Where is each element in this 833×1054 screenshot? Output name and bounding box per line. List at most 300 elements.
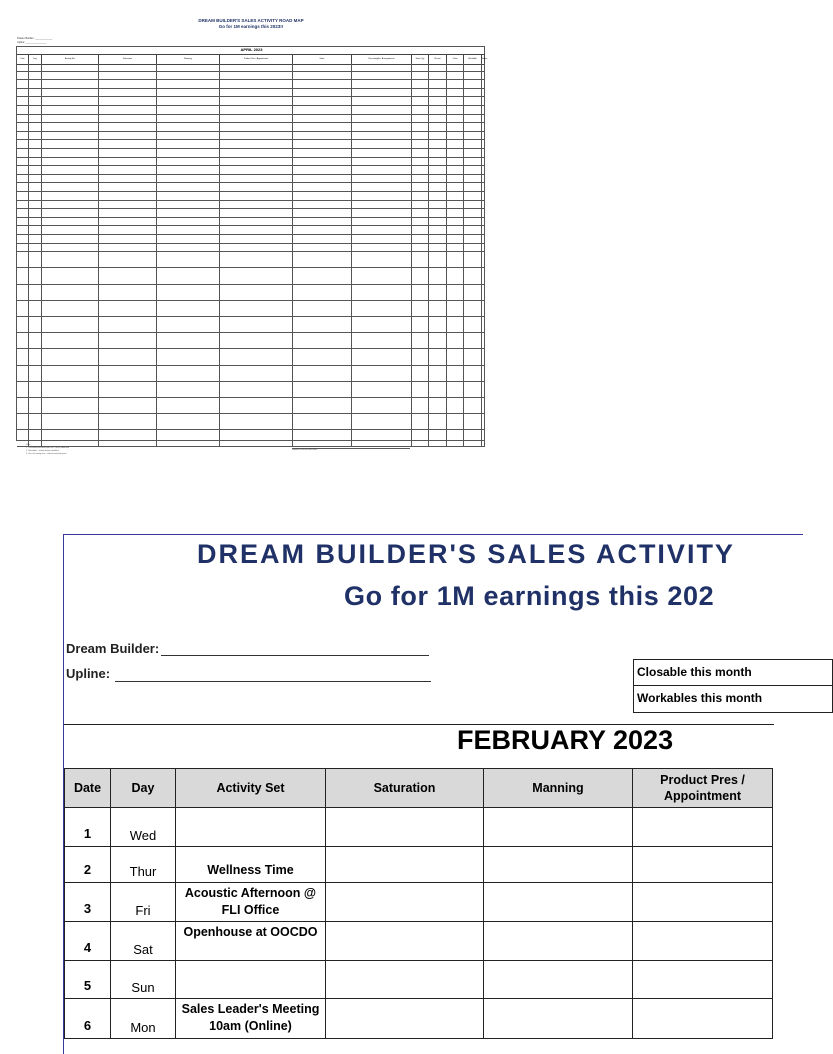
thumbnail-table-row xyxy=(17,175,485,184)
thumbnail-column-header: Notes xyxy=(482,55,485,64)
thumbnail-cell xyxy=(482,218,485,226)
thumbnail-cell xyxy=(17,123,29,131)
thumbnail-cell xyxy=(17,414,29,429)
thumbnail-cell xyxy=(464,97,482,105)
thumbnail-cell xyxy=(99,183,157,191)
day-cell: Sat xyxy=(111,922,176,961)
upline-label: Upline: xyxy=(66,666,111,681)
thumbnail-cell xyxy=(447,333,464,348)
thumbnail-cell xyxy=(157,132,220,140)
thumbnail-cell xyxy=(29,366,42,381)
thumbnail-table-row xyxy=(17,158,485,167)
thumbnail-cell xyxy=(412,166,429,174)
thumbnail-cell xyxy=(42,301,99,316)
thumbnail-cell xyxy=(99,252,157,267)
thumbnail-cell xyxy=(42,192,99,200)
thumbnail-cell xyxy=(412,72,429,80)
thumbnail-cell xyxy=(220,192,293,200)
manning-cell[interactable] xyxy=(484,883,633,922)
thumbnail-cell xyxy=(464,80,482,88)
thumbnail-cell xyxy=(429,106,447,114)
thumbnail-cell xyxy=(293,63,352,71)
thumbnail-cell xyxy=(482,149,485,157)
thumbnail-cell xyxy=(29,333,42,348)
thumbnail-cell xyxy=(99,89,157,97)
appointment-cell[interactable] xyxy=(633,961,773,999)
thumbnail-cell xyxy=(447,132,464,140)
column-header: Manning xyxy=(484,769,633,808)
thumbnail-column-header: Date xyxy=(17,55,29,64)
thumbnail-cell xyxy=(447,366,464,381)
thumbnail-cell xyxy=(17,244,29,252)
thumbnail-cell xyxy=(352,106,412,114)
thumbnail-cell xyxy=(464,175,482,183)
manning-cell[interactable] xyxy=(484,808,633,847)
activity-cell[interactable]: Wellness Time xyxy=(176,847,326,883)
thumbnail-table-row xyxy=(17,149,485,158)
thumbnail-cell xyxy=(447,268,464,283)
appointment-cell[interactable] xyxy=(633,808,773,847)
thumbnail-cell xyxy=(412,123,429,131)
day-cell: Sun xyxy=(111,961,176,999)
thumbnail-cell xyxy=(447,201,464,209)
thumbnail-cell xyxy=(293,268,352,283)
thumbnail-cell xyxy=(447,226,464,234)
thumbnail-cell xyxy=(17,149,29,157)
thumbnail-cell xyxy=(429,80,447,88)
activity-cell[interactable] xyxy=(176,808,326,847)
thumbnail-cell xyxy=(482,63,485,71)
appointment-cell[interactable] xyxy=(633,847,773,883)
thumbnail-cell xyxy=(99,333,157,348)
thumbnail-cell xyxy=(482,132,485,140)
thumbnail-column-header: Sales xyxy=(293,55,352,64)
thumbnail-cell xyxy=(447,301,464,316)
manning-cell[interactable] xyxy=(484,847,633,883)
thumbnail-cell xyxy=(412,226,429,234)
thumbnail-cell xyxy=(17,192,29,200)
manning-cell[interactable] xyxy=(484,961,633,999)
thumbnail-table-row xyxy=(17,414,485,430)
thumbnail-cell xyxy=(352,349,412,364)
thumbnail-cell xyxy=(429,317,447,332)
thumbnail-cell xyxy=(352,63,412,71)
thumbnail-cell xyxy=(220,301,293,316)
thumbnail-cell xyxy=(412,244,429,252)
thumbnail-cell xyxy=(482,72,485,80)
thumbnail-cell xyxy=(352,183,412,191)
activity-cell[interactable]: Openhouse at OOCDO xyxy=(176,922,326,961)
thumbnail-cell xyxy=(17,209,29,217)
thumbnail-cell xyxy=(464,252,482,267)
thumbnail-cell xyxy=(29,115,42,123)
thumbnail-column-header: Manning xyxy=(157,55,220,64)
thumbnail-cell xyxy=(352,80,412,88)
thumbnail-cell xyxy=(157,285,220,300)
thumbnail-cell xyxy=(447,192,464,200)
thumbnail-cell xyxy=(482,366,485,381)
date-cell: 1 xyxy=(65,808,111,847)
thumbnail-cell xyxy=(464,158,482,166)
thumbnail-cell xyxy=(429,123,447,131)
thumbnail-table-row xyxy=(17,97,485,106)
thumbnail-cell xyxy=(220,132,293,140)
thumbnail-cell xyxy=(17,132,29,140)
thumbnail-cell xyxy=(352,166,412,174)
thumbnail-cell xyxy=(429,398,447,413)
thumbnail-cell xyxy=(99,317,157,332)
thumbnail-cell xyxy=(17,80,29,88)
thumbnail-cell xyxy=(293,414,352,429)
thumbnail-cell xyxy=(429,252,447,267)
thumbnail-cell xyxy=(17,349,29,364)
thumbnail-cell xyxy=(220,333,293,348)
thumbnail-cell xyxy=(29,244,42,252)
thumbnail-cell xyxy=(352,149,412,157)
thumbnail-cell xyxy=(412,80,429,88)
column-header: Product Pres / Appointment xyxy=(633,769,773,808)
thumbnail-cell xyxy=(99,366,157,381)
thumbnail-cell xyxy=(293,333,352,348)
thumbnail-cell xyxy=(220,209,293,217)
appointment-cell[interactable] xyxy=(633,883,773,922)
thumbnail-cell xyxy=(220,106,293,114)
thumbnail-cell xyxy=(29,349,42,364)
thumbnail-cell xyxy=(412,349,429,364)
thumbnail-cell xyxy=(157,366,220,381)
thumbnail-cell xyxy=(157,414,220,429)
thumbnail-cell xyxy=(412,115,429,123)
thumbnail-cell xyxy=(17,235,29,243)
thumbnail-cell xyxy=(29,183,42,191)
day-cell: Fri xyxy=(111,883,176,922)
thumbnail-table-row xyxy=(17,132,485,141)
thumbnail-cell xyxy=(464,366,482,381)
table-row xyxy=(65,922,773,961)
thumbnail-table-row xyxy=(17,183,485,192)
thumbnail-cell xyxy=(429,366,447,381)
thumbnail-cell xyxy=(352,285,412,300)
thumbnail-cell xyxy=(42,140,99,148)
thumbnail-table-row xyxy=(17,268,485,284)
thumbnail-cell xyxy=(482,349,485,364)
thumbnail-cell xyxy=(482,123,485,131)
thumbnail-cell xyxy=(412,183,429,191)
thumbnail-cell xyxy=(220,175,293,183)
thumbnail-cell xyxy=(17,366,29,381)
thumbnail-cell xyxy=(352,192,412,200)
thumbnail-cell xyxy=(99,166,157,174)
thumbnail-cell xyxy=(447,430,464,445)
date-cell: 5 xyxy=(65,961,111,999)
thumbnail-cell xyxy=(429,349,447,364)
saturation-cell[interactable] xyxy=(326,883,484,922)
thumbnail-cell xyxy=(447,166,464,174)
thumbnail-cell xyxy=(99,349,157,364)
thumbnail-cell xyxy=(429,72,447,80)
thumbnail-cell xyxy=(157,192,220,200)
thumbnail-cell xyxy=(482,382,485,397)
thumbnail-cell xyxy=(157,218,220,226)
thumbnail-cell xyxy=(447,209,464,217)
date-cell: 6 xyxy=(65,999,111,1039)
closable-workables-box xyxy=(633,659,833,713)
manning-cell[interactable] xyxy=(484,922,633,961)
thumbnail-cell xyxy=(447,285,464,300)
thumbnail-notes: Note: 1. Closable/Workable/Sales list - to be submitted 2. Reminder - submit before deadline 3. Use of training time - attend and participate xyxy=(26,444,69,455)
thumbnail-cell xyxy=(352,268,412,283)
thumbnail-cell xyxy=(352,398,412,413)
thumbnail-cell xyxy=(429,414,447,429)
thumbnail-cell xyxy=(157,244,220,252)
thumbnail-cell xyxy=(99,226,157,234)
thumbnail-cell xyxy=(29,80,42,88)
thumbnail-table-row xyxy=(17,72,485,81)
thumbnail-table-row xyxy=(17,366,485,382)
thumbnail-column-header: Activity Set xyxy=(42,55,99,64)
thumbnail-column-header: Workable xyxy=(464,55,482,64)
thumbnail-cell xyxy=(17,252,29,267)
thumbnail-cell xyxy=(42,175,99,183)
thumbnail-cell xyxy=(29,226,42,234)
thumbnail-cell xyxy=(482,192,485,200)
thumbnail-cell xyxy=(293,398,352,413)
thumbnail-cell xyxy=(352,175,412,183)
thumbnail-column-header: Sales Qty xyxy=(412,55,429,64)
thumbnail-cell xyxy=(464,235,482,243)
thumbnail-cell xyxy=(220,414,293,429)
thumbnail-cell xyxy=(447,80,464,88)
thumbnail-cell xyxy=(447,149,464,157)
thumbnail-cell xyxy=(429,235,447,243)
thumbnail-cell xyxy=(429,140,447,148)
thumbnail-cell xyxy=(464,349,482,364)
manning-cell[interactable] xyxy=(484,999,633,1039)
thumbnail-cell xyxy=(464,183,482,191)
thumbnail-cell xyxy=(99,209,157,217)
thumbnail-cell xyxy=(157,158,220,166)
thumbnail-cell xyxy=(447,414,464,429)
thumbnail-cell xyxy=(293,349,352,364)
thumbnail-cell xyxy=(447,349,464,364)
thumbnail-cell xyxy=(42,158,99,166)
activity-cell[interactable]: Acoustic Afternoon @ FLI Office xyxy=(176,883,326,922)
thumbnail-cell xyxy=(17,140,29,148)
thumbnail-cell xyxy=(157,140,220,148)
thumbnail-cell xyxy=(220,226,293,234)
thumbnail-cell xyxy=(42,414,99,429)
thumbnail-cell xyxy=(293,366,352,381)
column-header: Activity Set xyxy=(176,769,326,808)
thumbnail-cell xyxy=(412,285,429,300)
thumbnail-cell xyxy=(220,63,293,71)
thumbnail-cell xyxy=(42,382,99,397)
dream-builder-field[interactable] xyxy=(161,655,429,656)
thumbnail-cell xyxy=(29,317,42,332)
thumbnail-table-row xyxy=(17,382,485,398)
thumbnail-cell xyxy=(352,89,412,97)
thumbnail-table-row xyxy=(17,301,485,317)
thumbnail-table-row xyxy=(17,123,485,132)
thumbnail-cell xyxy=(220,366,293,381)
thumbnail-cell xyxy=(220,201,293,209)
thumbnail-cell xyxy=(352,132,412,140)
thumbnail-cell xyxy=(412,414,429,429)
thumbnail-cell xyxy=(412,140,429,148)
thumbnail-cell xyxy=(220,140,293,148)
saturation-cell[interactable] xyxy=(326,808,484,847)
thumbnail-cell xyxy=(29,149,42,157)
thumbnail-cell xyxy=(220,115,293,123)
thumbnail-cell xyxy=(352,209,412,217)
thumbnail-cell xyxy=(99,430,157,445)
thumbnail-cell xyxy=(464,166,482,174)
thumbnail-cell xyxy=(352,317,412,332)
thumbnail-cell xyxy=(42,63,99,71)
thumbnail-cell xyxy=(447,140,464,148)
thumbnail-cell xyxy=(482,244,485,252)
thumbnail-cell xyxy=(464,244,482,252)
thumbnail-cell xyxy=(429,244,447,252)
activity-cell[interactable]: Sales Leader's Meeting 10am (Online) xyxy=(176,999,326,1039)
thumbnail-cell xyxy=(29,63,42,71)
thumbnail-cell xyxy=(412,97,429,105)
thumbnail-cell xyxy=(352,218,412,226)
thumbnail-cell xyxy=(17,218,29,226)
thumbnail-cell xyxy=(99,123,157,131)
thumbnail-cell xyxy=(220,235,293,243)
thumbnail-cell xyxy=(352,366,412,381)
thumbnail-cell xyxy=(482,175,485,183)
thumbnail-cell xyxy=(17,268,29,283)
thumbnail-cell xyxy=(429,285,447,300)
thumbnail-table-row xyxy=(17,285,485,301)
thumbnail-cell xyxy=(29,72,42,80)
thumbnail-cell xyxy=(464,317,482,332)
thumbnail-table-row xyxy=(17,63,485,72)
thumbnail-cell xyxy=(464,430,482,445)
thumbnail-cell xyxy=(99,97,157,105)
thumbnail-cell xyxy=(42,226,99,234)
thumbnail-cell xyxy=(352,115,412,123)
thumbnail-table-row xyxy=(17,235,485,244)
thumbnail-cell xyxy=(220,430,293,445)
thumbnail-cell xyxy=(29,398,42,413)
thumbnail-cell xyxy=(17,89,29,97)
thumbnail-column-header: Saturation xyxy=(99,55,157,64)
thumbnail-cell xyxy=(352,414,412,429)
thumbnail-cell xyxy=(220,398,293,413)
activity-cell[interactable] xyxy=(176,961,326,999)
thumbnail-cell xyxy=(429,218,447,226)
thumbnail-subtitle: Go for 1M earnings this 2023!! xyxy=(218,24,284,29)
thumbnail-cell xyxy=(429,89,447,97)
table-row xyxy=(65,847,773,883)
thumbnail-cell xyxy=(464,201,482,209)
thumbnail-cell xyxy=(482,89,485,97)
thumbnail-cell xyxy=(412,252,429,267)
page-subtitle: Go for 1M earnings this 202 xyxy=(344,581,715,611)
thumbnail-column-header: Day xyxy=(29,55,42,64)
thumbnail-cell xyxy=(17,115,29,123)
thumbnail-table-row xyxy=(17,218,485,227)
thumbnail-cell xyxy=(220,252,293,267)
thumbnail-table-row xyxy=(17,209,485,218)
thumbnail-cell xyxy=(482,158,485,166)
thumbnail-cell xyxy=(429,201,447,209)
thumbnail-cell xyxy=(429,192,447,200)
thumbnail-cell xyxy=(42,209,99,217)
column-header: Saturation xyxy=(326,769,484,808)
thumbnail-cell xyxy=(99,192,157,200)
thumbnail-cell xyxy=(17,175,29,183)
thumbnail-cell xyxy=(482,268,485,283)
workables-label: Workables this month xyxy=(634,685,832,711)
thumbnail-cell xyxy=(220,317,293,332)
thumbnail-cell xyxy=(99,175,157,183)
thumbnail-cell xyxy=(482,115,485,123)
day-cell: Mon xyxy=(111,999,176,1039)
upline-field[interactable] xyxy=(115,681,431,682)
thumbnail-cell xyxy=(464,132,482,140)
thumbnail-cell xyxy=(220,80,293,88)
thumbnail-cell xyxy=(429,301,447,316)
thumbnail-cell xyxy=(464,115,482,123)
thumbnail-cell xyxy=(99,218,157,226)
appointment-cell[interactable] xyxy=(633,922,773,961)
thumbnail-cell xyxy=(157,106,220,114)
thumbnail-cell xyxy=(447,158,464,166)
thumbnail-cell xyxy=(220,158,293,166)
thumbnail-cell xyxy=(352,382,412,397)
thumbnail-column-header: Close xyxy=(447,55,464,64)
thumbnail-cell xyxy=(447,89,464,97)
thumbnail-cell xyxy=(447,72,464,80)
saturation-cell[interactable] xyxy=(326,961,484,999)
thumbnail-table-row xyxy=(17,166,485,175)
thumbnail-cell xyxy=(29,192,42,200)
thumbnail-cell xyxy=(99,268,157,283)
thumbnail-cell xyxy=(157,201,220,209)
thumbnail-cell xyxy=(29,209,42,217)
thumbnail-cell xyxy=(482,209,485,217)
thumbnail-cell xyxy=(429,166,447,174)
saturation-cell[interactable] xyxy=(326,847,484,883)
thumbnail-cell xyxy=(447,183,464,191)
thumbnail-cell xyxy=(99,201,157,209)
thumbnail-cell xyxy=(99,132,157,140)
thumbnail-cell xyxy=(412,132,429,140)
thumbnail-cell xyxy=(99,398,157,413)
thumbnail-cell xyxy=(429,183,447,191)
thumbnail-cell xyxy=(157,149,220,157)
thumbnail-cell xyxy=(42,201,99,209)
date-cell: 4 xyxy=(65,922,111,961)
thumbnail-cell xyxy=(220,149,293,157)
thumbnail-cell xyxy=(99,244,157,252)
table-row xyxy=(65,808,773,847)
saturation-cell[interactable] xyxy=(326,922,484,961)
thumbnail-cell xyxy=(412,63,429,71)
thumbnail-cell xyxy=(99,115,157,123)
appointment-cell[interactable] xyxy=(633,999,773,1039)
column-header: Date xyxy=(65,769,111,808)
thumbnail-cell xyxy=(99,80,157,88)
saturation-cell[interactable] xyxy=(326,999,484,1039)
thumbnail-cell xyxy=(447,106,464,114)
table-row xyxy=(65,961,773,999)
thumbnail-cell xyxy=(29,89,42,97)
